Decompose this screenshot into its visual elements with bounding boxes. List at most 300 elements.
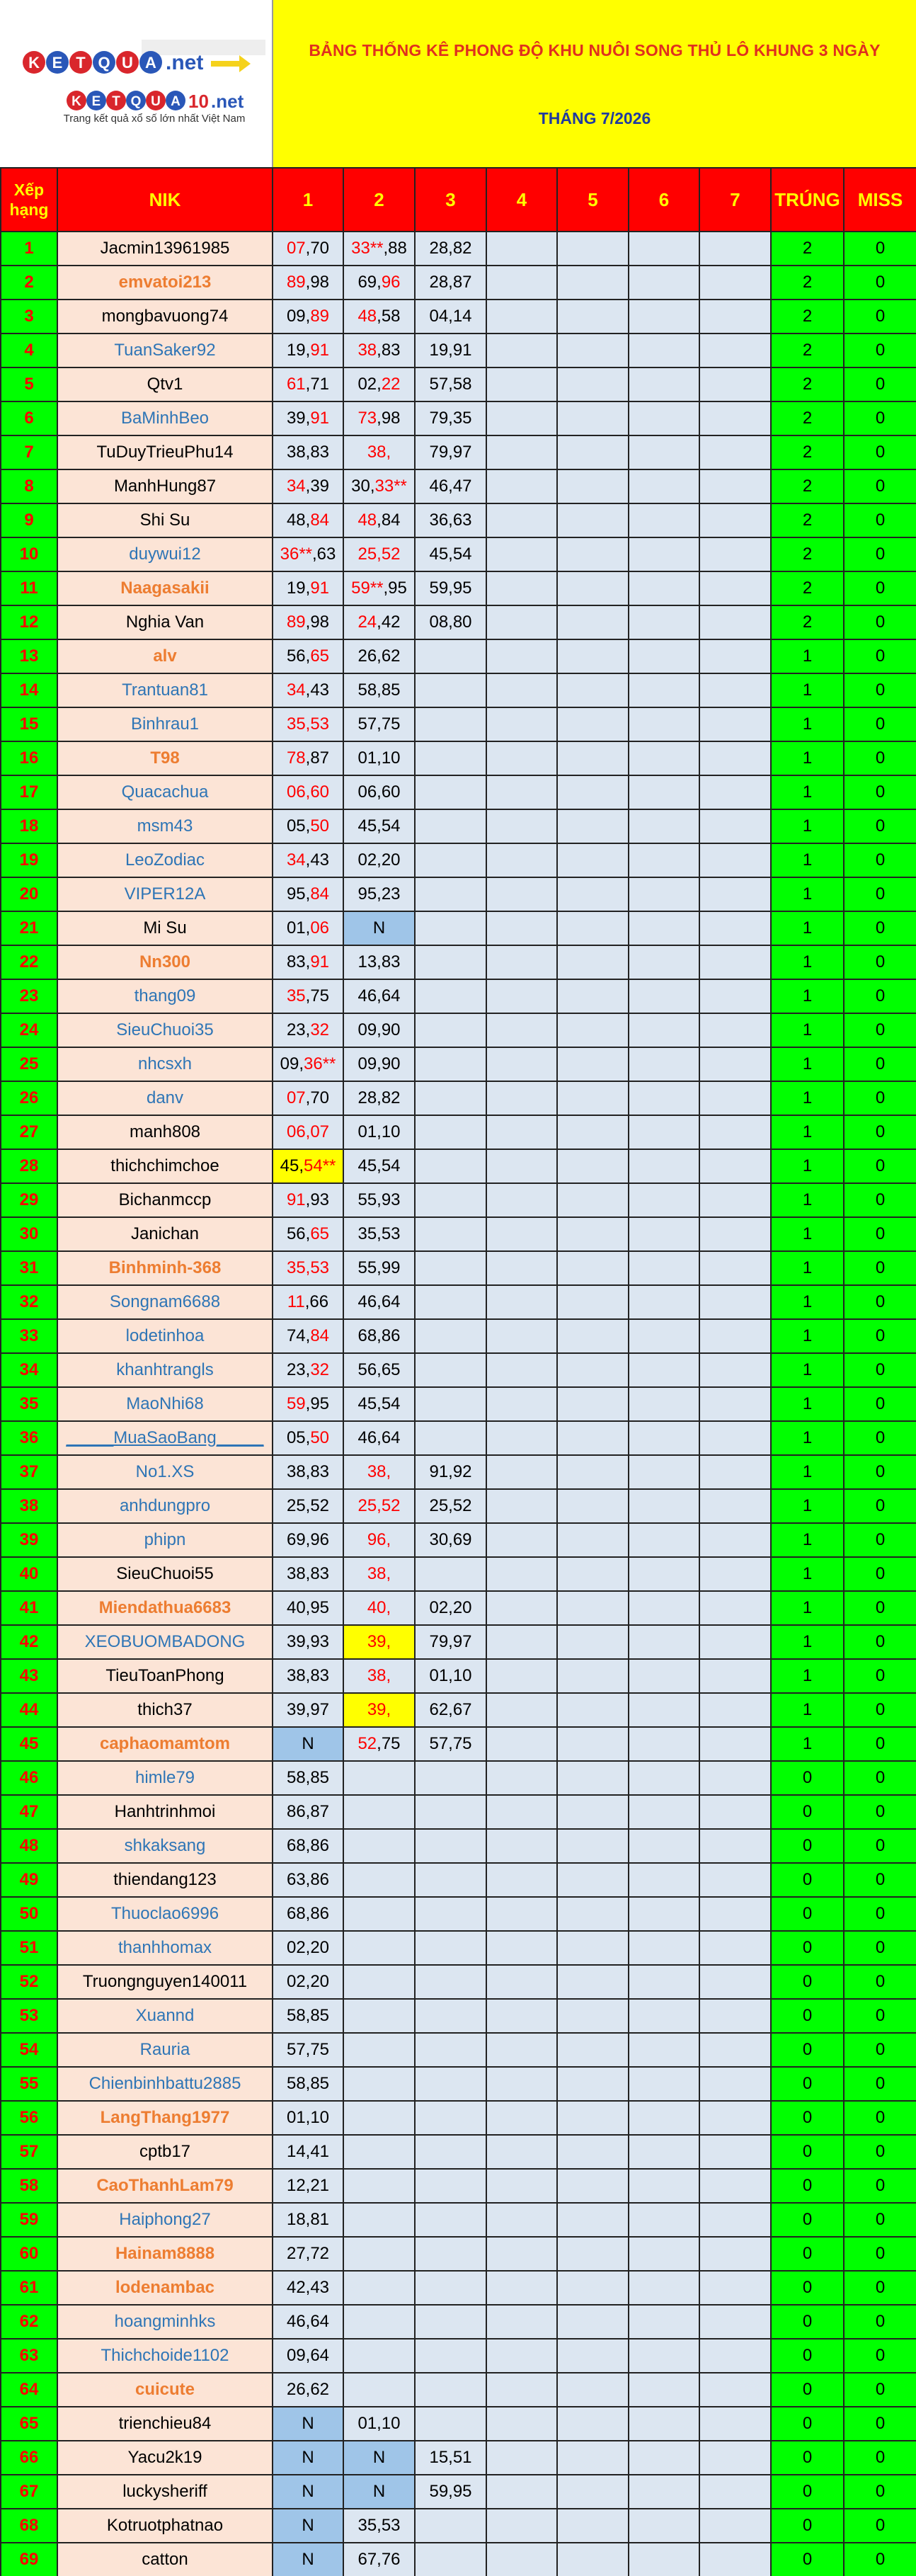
rank-cell: 43 [1, 1659, 57, 1693]
number: 12,21 [286, 2176, 330, 2195]
trung-cell: 1 [771, 979, 844, 1013]
rank-cell: 63 [1, 2339, 57, 2373]
day-5-cell [557, 2203, 629, 2237]
nik-cell: khanhtrangls [57, 1353, 273, 1387]
day-7-cell [699, 1523, 771, 1557]
miss-cell: 0 [844, 877, 916, 911]
day-7-cell [699, 2543, 771, 2576]
number: 28,82 [357, 1088, 401, 1107]
day-2-cell [343, 367, 415, 401]
trung-cell: 0 [771, 2033, 844, 2067]
day-3-cell [415, 1047, 486, 1081]
miss-cell: 0 [844, 2339, 916, 2373]
rank-cell: 66 [1, 2441, 57, 2475]
hit-number: 38, [367, 443, 391, 462]
day-3-cell [415, 673, 486, 707]
rank-cell: 59 [1, 2203, 57, 2237]
trung-cell: 0 [771, 1965, 844, 1999]
miss-cell: 0 [844, 1625, 916, 1659]
nik-cell: thiendang123 [57, 1863, 273, 1897]
day-7-cell [699, 2475, 771, 2509]
day-1-cell [273, 1965, 343, 1999]
number: ,75 [305, 986, 330, 1005]
day-6-cell [629, 843, 699, 877]
number: 59,95 [429, 2482, 472, 2501]
number: 38,83 [286, 1462, 330, 1481]
nik-cell: No1.XS [57, 1455, 273, 1489]
day-4-cell [486, 2305, 557, 2339]
day-7-cell [699, 911, 771, 945]
number: 02, [357, 375, 382, 394]
day-3-cell [415, 367, 486, 401]
number: 01,10 [357, 1122, 401, 1141]
day-6-cell [629, 2543, 699, 2576]
day-7-cell [699, 2033, 771, 2067]
day-6-cell [629, 537, 699, 571]
day-3-cell [415, 1625, 486, 1659]
day-6-cell [629, 1931, 699, 1965]
number: 13,83 [357, 952, 401, 971]
number: 09,64 [286, 2346, 330, 2365]
nik-cell: Thichchoide1102 [57, 2339, 273, 2373]
table-row [1, 1693, 916, 1727]
day-5-cell [557, 2509, 629, 2543]
day-1-cell [273, 1251, 343, 1285]
day-2-cell [343, 1965, 415, 1999]
hit-number: 61 [286, 375, 306, 394]
number: 40,95 [286, 1598, 330, 1617]
hit-number: 52 [357, 1734, 377, 1753]
day-6-cell [629, 979, 699, 1013]
day-6-cell [629, 911, 699, 945]
miss-cell: 0 [844, 1047, 916, 1081]
hit-number: 35,53 [286, 1258, 330, 1277]
day-5-cell [557, 877, 629, 911]
day-5-cell [557, 639, 629, 673]
number: 67,76 [357, 2550, 401, 2569]
svg-text:Q: Q [130, 94, 142, 109]
day-1-cell [273, 1421, 343, 1455]
day-2-cell [343, 1999, 415, 2033]
number: 58,85 [357, 680, 401, 700]
col-header-trung: TRÚNG [771, 168, 844, 232]
day-4-cell [486, 1795, 557, 1829]
day-5-cell [557, 1931, 629, 1965]
miss-cell: 0 [844, 1931, 916, 1965]
day-3-cell [415, 2543, 486, 2576]
day-4-cell [486, 639, 557, 673]
trung-cell: 1 [771, 1591, 844, 1625]
day-3-cell [415, 2169, 486, 2203]
rank-cell: 32 [1, 1285, 57, 1319]
day-4-cell [486, 469, 557, 503]
number: 23, [286, 1020, 311, 1039]
day-5-cell [557, 1591, 629, 1625]
trung-cell: 0 [771, 2237, 844, 2271]
trung-cell: 2 [771, 537, 844, 571]
number: 04,14 [429, 307, 472, 326]
miss-cell: 0 [844, 1557, 916, 1591]
day-1-cell [273, 266, 343, 300]
day-7-cell [699, 1081, 771, 1115]
rank-cell: 4 [1, 334, 57, 367]
table-row [1, 843, 916, 877]
day-5-cell [557, 300, 629, 334]
number: 01,10 [357, 748, 401, 768]
day-2-cell [343, 1183, 415, 1217]
day-2-cell [343, 1217, 415, 1251]
table-row [1, 979, 916, 1013]
nik-cell: T98 [57, 741, 273, 775]
day-5-cell [557, 1659, 629, 1693]
day-7-cell [699, 1183, 771, 1217]
number: 01,10 [286, 2108, 330, 2127]
day-7-cell [699, 1251, 771, 1285]
day-3-cell [415, 469, 486, 503]
day-6-cell [629, 2407, 699, 2441]
day-5-cell [557, 435, 629, 469]
day-2-cell [343, 809, 415, 843]
day-4-cell [486, 2101, 557, 2135]
day-2-cell [343, 300, 415, 334]
day-6-cell [629, 2339, 699, 2373]
table-row [1, 1897, 916, 1931]
day-4-cell [486, 945, 557, 979]
nik-cell: Hanhtrinhmoi [57, 1795, 273, 1829]
day-3-cell [415, 1897, 486, 1931]
miss-cell: 0 [844, 2135, 916, 2169]
day-1-cell [273, 537, 343, 571]
day-6-cell [629, 775, 699, 809]
day-2-cell [343, 1659, 415, 1693]
rank-cell: 23 [1, 979, 57, 1013]
day-1-cell [273, 775, 343, 809]
rank-cell: 41 [1, 1591, 57, 1625]
day-4-cell [486, 1761, 557, 1795]
day-2-cell [343, 2033, 415, 2067]
day-3-cell [415, 1251, 486, 1285]
number: 39,97 [286, 1700, 330, 1719]
miss-cell: 0 [844, 741, 916, 775]
day-3-cell [415, 1217, 486, 1251]
miss-cell: 0 [844, 2169, 916, 2203]
rank-cell: 16 [1, 741, 57, 775]
hit-number: 91 [310, 579, 330, 598]
day-3-cell [415, 639, 486, 673]
day-1-cell [273, 2373, 343, 2407]
hit-number: 32 [310, 1020, 330, 1039]
day-6-cell [629, 2135, 699, 2169]
table-row [1, 2339, 916, 2373]
day-6-cell [629, 1149, 699, 1183]
day-2-cell [343, 571, 415, 605]
day-4-cell [486, 1523, 557, 1557]
rank-cell: 69 [1, 2543, 57, 2576]
day-1-cell [273, 1047, 343, 1081]
hit-number: 40, [367, 1598, 391, 1617]
day-2-cell [343, 1897, 415, 1931]
hit-number: 34 [286, 680, 306, 700]
number: 46,47 [429, 477, 472, 496]
table-row [1, 2407, 916, 2441]
day-6-cell [629, 2237, 699, 2271]
day-3-cell [415, 435, 486, 469]
day-2-cell [343, 401, 415, 435]
day-3-cell [415, 2339, 486, 2373]
number: 95, [286, 884, 311, 904]
table-row [1, 2203, 916, 2237]
day-3-cell [415, 1931, 486, 1965]
day-1-cell [273, 2169, 343, 2203]
number: ,83 [377, 341, 401, 360]
rank-cell: 8 [1, 469, 57, 503]
trung-cell: 1 [771, 1081, 844, 1115]
col-header-day-1: 1 [273, 168, 343, 232]
day-1-cell [273, 1897, 343, 1931]
trung-cell: 1 [771, 707, 844, 741]
table-row [1, 2271, 916, 2305]
day-1-cell [273, 1557, 343, 1591]
day-6-cell [629, 503, 699, 537]
day-4-cell [486, 2271, 557, 2305]
trung-cell: 0 [771, 2373, 844, 2407]
svg-text:10: 10 [188, 91, 209, 112]
trung-cell: 0 [771, 2101, 844, 2135]
hit-number: 39, [367, 1632, 391, 1651]
nik-cell: TuDuyTrieuPhu14 [57, 435, 273, 469]
miss-cell: 0 [844, 1523, 916, 1557]
nik-cell: Rauria [57, 2033, 273, 2067]
table-row [1, 1081, 916, 1115]
ranking-rows [1, 232, 916, 2576]
trung-cell: 0 [771, 1863, 844, 1897]
day-6-cell [629, 1625, 699, 1659]
day-3-cell [415, 1727, 486, 1761]
number: 38,83 [286, 1564, 330, 1583]
number: 39,93 [286, 1632, 330, 1651]
rank-cell: 26 [1, 1081, 57, 1115]
day-6-cell [629, 232, 699, 266]
table-row [1, 809, 916, 843]
rank-cell: 17 [1, 775, 57, 809]
day-2-cell [343, 2373, 415, 2407]
day-5-cell [557, 1863, 629, 1897]
day-2-cell [343, 639, 415, 673]
day-4-cell [486, 401, 557, 435]
miss-cell: 0 [844, 1115, 916, 1149]
day-3-cell [415, 1149, 486, 1183]
number: 26,62 [357, 646, 401, 666]
day-3-cell [415, 266, 486, 300]
nik-cell: shkaksang [57, 1829, 273, 1863]
day-4-cell [486, 1489, 557, 1523]
day-7-cell [699, 537, 771, 571]
day-7-cell [699, 401, 771, 435]
day-7-cell [699, 1591, 771, 1625]
trung-cell: 1 [771, 1455, 844, 1489]
day-3-cell [415, 1319, 486, 1353]
day-2-cell [343, 741, 415, 775]
rank-cell: 52 [1, 1965, 57, 1999]
table-row [1, 1353, 916, 1387]
day-3-cell [415, 1013, 486, 1047]
nik-cell: Trantuan81 [57, 673, 273, 707]
day-7-cell [699, 367, 771, 401]
number: 06,60 [357, 782, 401, 802]
day-6-cell [629, 877, 699, 911]
day-7-cell [699, 1387, 771, 1421]
day-2-cell [343, 1557, 415, 1591]
trung-cell: 2 [771, 401, 844, 435]
miss-cell: 0 [844, 1013, 916, 1047]
miss-cell: 0 [844, 809, 916, 843]
hit-number: 73 [357, 409, 377, 428]
table-row [1, 2067, 916, 2101]
number: 45,54 [429, 545, 472, 564]
table-row [1, 1557, 916, 1591]
hit-number: 38, [367, 1564, 391, 1583]
table-row [1, 2135, 916, 2169]
day-2-cell [343, 266, 415, 300]
number: 58,85 [286, 2074, 330, 2093]
day-4-cell [486, 300, 557, 334]
day-2-cell [343, 232, 415, 266]
nik-cell: trienchieu84 [57, 2407, 273, 2441]
day-3-cell [415, 1455, 486, 1489]
day-3-cell [415, 843, 486, 877]
rank-cell: 3 [1, 300, 57, 334]
miss-cell: 0 [844, 1353, 916, 1387]
day-3-cell [415, 911, 486, 945]
trung-cell: 0 [771, 2509, 844, 2543]
hit-number: 35,53 [286, 714, 330, 734]
number: 45,54 [357, 816, 401, 836]
trung-cell: 1 [771, 1489, 844, 1523]
day-5-cell [557, 2135, 629, 2169]
rank-cell: 30 [1, 1217, 57, 1251]
trung-cell: 0 [771, 2441, 844, 2475]
page-month: THÁNG 7/2026 [538, 109, 651, 127]
day-4-cell [486, 2033, 557, 2067]
day-5-cell [557, 1523, 629, 1557]
number: 25,52 [286, 1496, 330, 1515]
number: 26,62 [286, 2380, 330, 2399]
day-7-cell [699, 571, 771, 605]
nik-cell: Truongnguyen140011 [57, 1965, 273, 1999]
day-6-cell [629, 1115, 699, 1149]
day-3-cell [415, 401, 486, 435]
miss-cell: 0 [844, 979, 916, 1013]
day-3-cell [415, 2373, 486, 2407]
day-3-cell [415, 1999, 486, 2033]
number: 83, [286, 952, 311, 971]
day-5-cell [557, 1999, 629, 2033]
day-1-cell [273, 1217, 343, 1251]
nik-cell: VIPER12A [57, 877, 273, 911]
day-4-cell [486, 2135, 557, 2169]
day-5-cell [557, 1217, 629, 1251]
number: 35,53 [357, 1224, 401, 1243]
number: 30, [351, 477, 375, 496]
number: 68,86 [286, 1836, 330, 1855]
day-1-cell [273, 639, 343, 673]
day-2-cell [343, 1047, 415, 1081]
day-7-cell [699, 1761, 771, 1795]
day-4-cell [486, 1931, 557, 1965]
day-5-cell [557, 2033, 629, 2067]
trung-cell: 1 [771, 1217, 844, 1251]
rank-cell: 42 [1, 1625, 57, 1659]
hit-number: 34 [286, 477, 306, 496]
day-2-cell [343, 707, 415, 741]
number: ,75 [377, 1734, 401, 1753]
nik-cell: alv [57, 639, 273, 673]
day-2-cell [343, 537, 415, 571]
day-3-cell [415, 2305, 486, 2339]
day-5-cell [557, 1829, 629, 1863]
day-6-cell [629, 707, 699, 741]
number: 68,86 [286, 1904, 330, 1923]
day-7-cell [699, 1863, 771, 1897]
day-1-cell [273, 571, 343, 605]
trung-cell: 1 [771, 843, 844, 877]
day-4-cell [486, 1727, 557, 1761]
day-5-cell [557, 469, 629, 503]
nik-cell: Haiphong27 [57, 2203, 273, 2237]
day-7-cell [699, 877, 771, 911]
table-row [1, 1489, 916, 1523]
col-header-day-5: 5 [557, 168, 629, 232]
number: 15,51 [429, 2448, 472, 2467]
number: 02,20 [357, 850, 401, 870]
day-6-cell [629, 2271, 699, 2305]
hit-number: 36** [304, 1054, 336, 1073]
hit-number: 35 [286, 986, 306, 1005]
day-3-cell [415, 1693, 486, 1727]
trung-cell: 1 [771, 911, 844, 945]
day-5-cell [557, 911, 629, 945]
number: 69, [357, 273, 382, 292]
day-4-cell [486, 1625, 557, 1659]
day-4-cell [486, 1149, 557, 1183]
nik-cell: ManhHung87 [57, 469, 273, 503]
day-5-cell [557, 2339, 629, 2373]
nik-cell: thich37 [57, 1693, 273, 1727]
day-2-cell [343, 1115, 415, 1149]
day-4-cell [486, 1455, 557, 1489]
day-2-cell [343, 1829, 415, 1863]
miss-cell: 0 [844, 911, 916, 945]
number: 35,53 [357, 2516, 401, 2535]
table-row [1, 1217, 916, 1251]
day-1-cell [273, 1727, 343, 1761]
nik-cell: XEOBUOMBADONG [57, 1625, 273, 1659]
day-7-cell [699, 775, 771, 809]
day-3-cell [415, 2475, 486, 2509]
table-row [1, 367, 916, 401]
miss-cell: 0 [844, 1081, 916, 1115]
miss-cell: 0 [844, 1455, 916, 1489]
trung-cell: 1 [771, 1625, 844, 1659]
miss-cell: 0 [844, 1795, 916, 1829]
day-5-cell [557, 2543, 629, 2576]
rank-cell: 25 [1, 1047, 57, 1081]
day-2-cell [343, 2067, 415, 2101]
miss-cell: 0 [844, 2203, 916, 2237]
day-5-cell [557, 232, 629, 266]
trung-cell: 1 [771, 741, 844, 775]
miss-cell: 0 [844, 775, 916, 809]
